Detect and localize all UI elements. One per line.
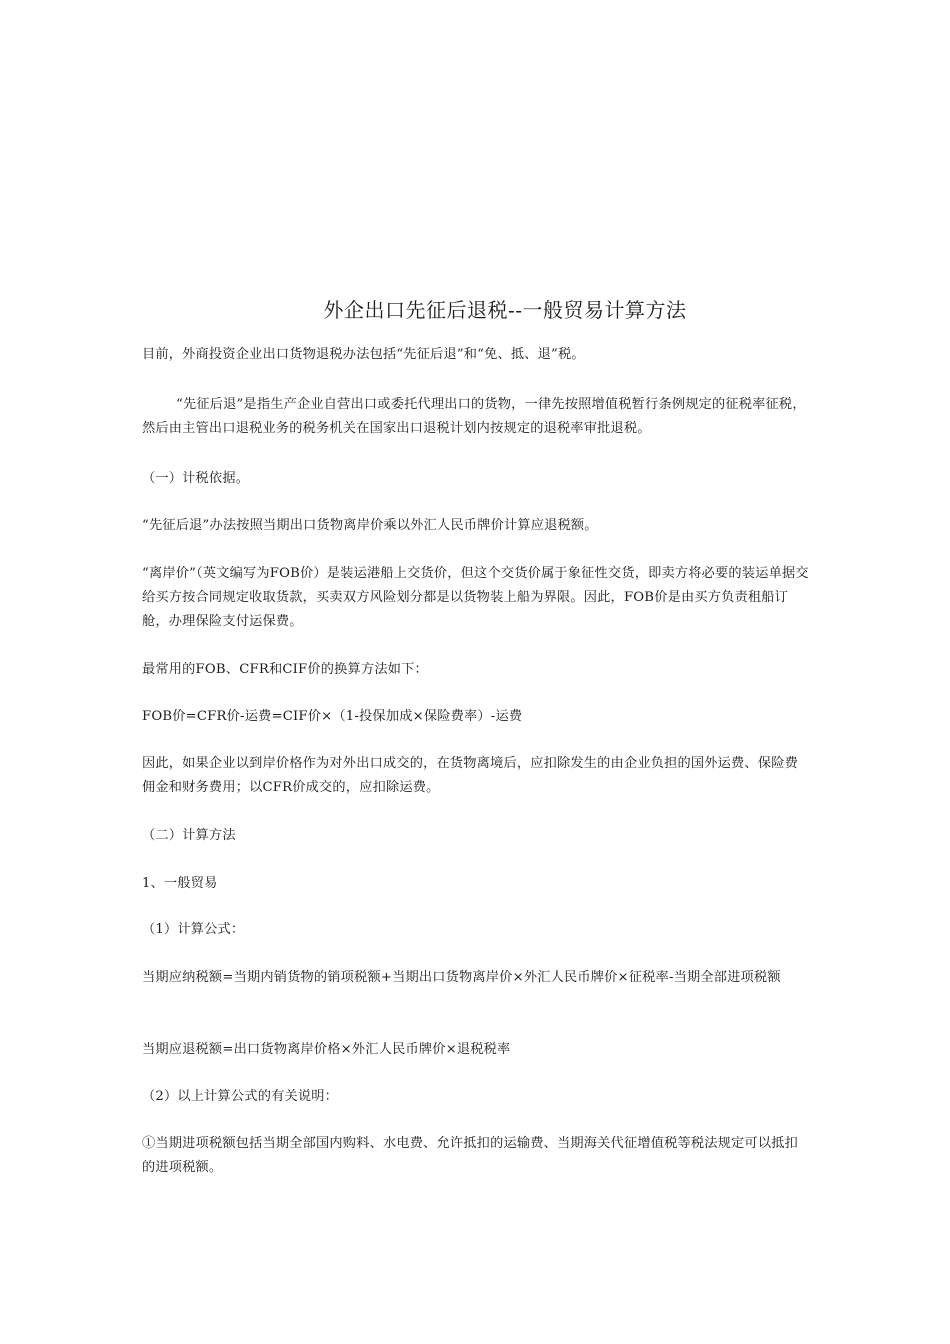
formula-tax-payable: 当期应纳税额=当期内销货物的销项税额+当期出口货物离岸价×外汇人民币牌价×征税率-当期全部进项税额 <box>142 970 781 985</box>
note-input-tax: ①当期进项税额包括当期全部国内购料、水电费、允许抵扣的运输费、当期海关代征增值税等税法规定可以抵扣的进项税额。 <box>142 1136 798 1175</box>
paragraph-fob-definition: “离岸价”（英文编写为FOB价）是装运港船上交货价，但这个交货价属于象征性交货，即卖方将必要的装运单据交给买方按合同规定收取货款，买卖双方风险划分都是以货物装上船为界限。因此，FOB价是由买方负责租船订舱，办理保险支付运保费。 <box>142 566 809 629</box>
paragraph-conversion-intro: 最常用的FOB、CFR和CIF价的换算方法如下： <box>142 662 428 677</box>
paragraph-tax-basis: “先征后退”办法按照当期出口货物离岸价乘以外汇人民币牌价计算应退税额。 <box>142 518 598 533</box>
section-heading-method: （二）计算方法 <box>142 828 236 843</box>
subsection-notes-heading: （2）以上计算公式的有关说明： <box>142 1089 339 1104</box>
document-title: 外企出口先征后退税--一般贸易计算方法 <box>323 298 687 322</box>
paragraph-conversion-formula: FOB价=CFR价-运费=CIF价×（1-投保加成×保险费率）-运费 <box>142 709 523 724</box>
subsection-general-trade: 1、一般贸易 <box>142 876 218 891</box>
paragraph-intro: 目前，外商投资企业出口货物退税办法包括“先征后退”和“免、抵、退”税。 <box>142 347 585 362</box>
formula-tax-refund: 当期应退税额=出口货物离岸价格×外汇人民币牌价×退税税率 <box>142 1042 511 1057</box>
paragraph-definition: “先征后退”是指生产企业自营出口或委托代理出口的货物，一律先按照增值税暂行条例规定的征税率征税，然后由主管出口退税业务的税务机关在国家出口退税计划内按规定的退税率审批退税。 <box>142 397 806 436</box>
subsection-formula-heading: （1）计算公式： <box>142 922 245 937</box>
section-heading-tax-basis: （一）计税依据。 <box>142 471 250 486</box>
paragraph-cif-deduction: 因此，如果企业以到岸价格作为对外出口成交的，在货物离境后，应扣除发生的由企业负担的国外运费、保险费佣金和财务费用；以CFR价成交的，应扣除运费。 <box>142 756 798 795</box>
